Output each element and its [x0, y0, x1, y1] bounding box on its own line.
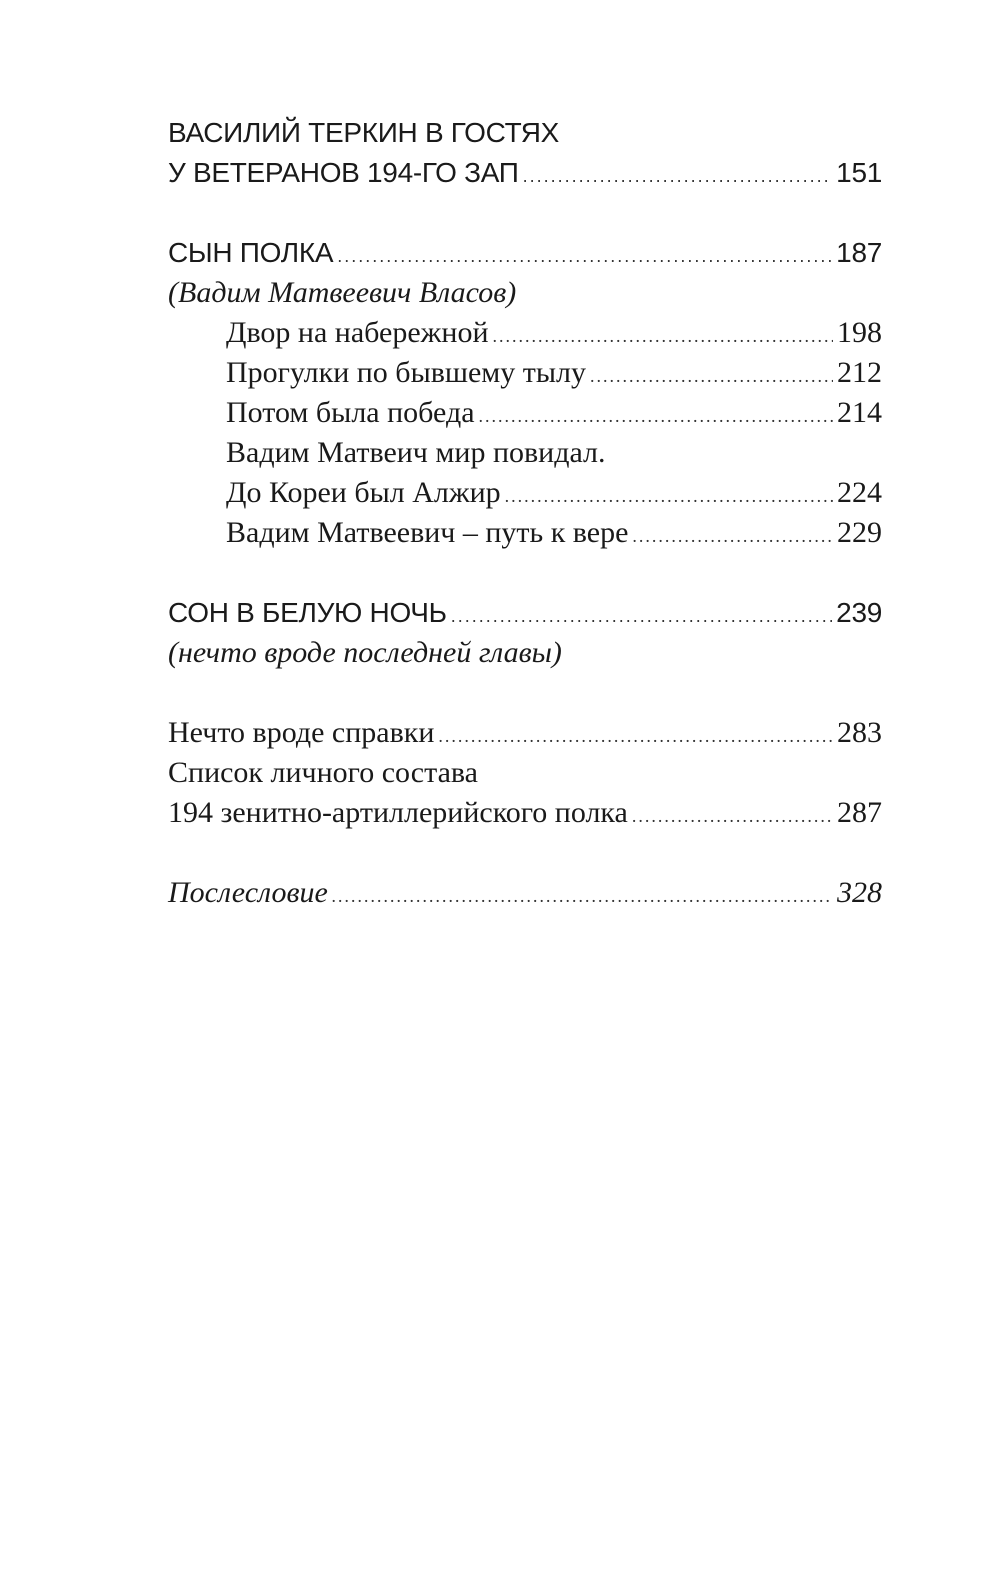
dot-leader [632, 516, 833, 556]
toc-entry[interactable] [168, 593, 882, 633]
toc-entry-text: Двор на набережной [226, 316, 489, 349]
page-number: 328 [837, 876, 882, 909]
toc-entry[interactable] [168, 153, 882, 193]
toc-subtitle [168, 633, 882, 673]
toc-entry-title [168, 113, 882, 153]
toc-entry[interactable] [168, 873, 882, 913]
toc-entry[interactable] [168, 713, 882, 753]
toc-entry-text: Вадим Матвеич мир повидал. [226, 436, 606, 469]
dot-leader [493, 316, 834, 356]
page-number: 214 [837, 396, 882, 429]
toc-entry-text: Нечто вроде справки [168, 716, 435, 749]
toc-entry-text: Прогулки по бывшему тылу [226, 356, 587, 389]
toc-subtitle-text: (нечто вроде последней главы) [168, 636, 562, 669]
dot-leader [590, 356, 833, 396]
toc-subtitle-text: (Вадим Матвеевич Власов) [168, 276, 517, 309]
toc-entry-text: Вадим Матвеевич – путь к вере [226, 516, 629, 549]
toc-subentry[interactable] [168, 473, 882, 513]
dot-leader [451, 596, 832, 636]
page-number: 151 [836, 157, 882, 188]
toc-entry-title [168, 753, 882, 793]
toc-subentry[interactable] [168, 513, 882, 553]
table-of-contents [168, 113, 882, 913]
page-number: 283 [837, 716, 882, 749]
toc-entry-text: Послесловие [168, 876, 328, 909]
page-number: 287 [837, 796, 882, 829]
page-number: 239 [836, 597, 882, 628]
dot-leader [505, 476, 833, 516]
toc-entry-text: Потом была победа [226, 396, 475, 429]
toc-entry-text: Список личного состава [168, 756, 478, 789]
page-number: 229 [837, 516, 882, 549]
toc-entry-text: СЫН ПОЛКА [168, 237, 334, 268]
toc-entry[interactable] [168, 793, 882, 833]
toc-entry-text: У ВЕТЕРАНОВ 194-ГО ЗАП [168, 157, 519, 188]
toc-subentry[interactable] [168, 393, 882, 433]
toc-entry-text: До Кореи был Алжир [226, 476, 501, 509]
page-number: 224 [837, 476, 882, 509]
toc-subentry[interactable] [168, 353, 882, 393]
page-number: 212 [837, 356, 882, 389]
page-number: 198 [837, 316, 882, 349]
dot-leader [337, 236, 832, 276]
toc-entry-text: ВАСИЛИЙ ТЕРКИН В ГОСТЯХ [168, 117, 560, 148]
toc-subentry[interactable] [168, 313, 882, 353]
dot-leader [438, 716, 833, 756]
toc-entry-text: СОН В БЕЛУЮ НОЧЬ [168, 597, 447, 628]
dot-leader [632, 796, 833, 836]
toc-subtitle [168, 273, 882, 313]
dot-leader [479, 396, 833, 436]
page-number: 187 [836, 237, 882, 268]
dot-leader [332, 876, 833, 916]
toc-subentry-title [168, 433, 882, 473]
toc-entry-text: 194 зенитно-артиллерийского полка [168, 796, 628, 829]
toc-entry[interactable] [168, 233, 882, 273]
dot-leader [523, 156, 833, 196]
